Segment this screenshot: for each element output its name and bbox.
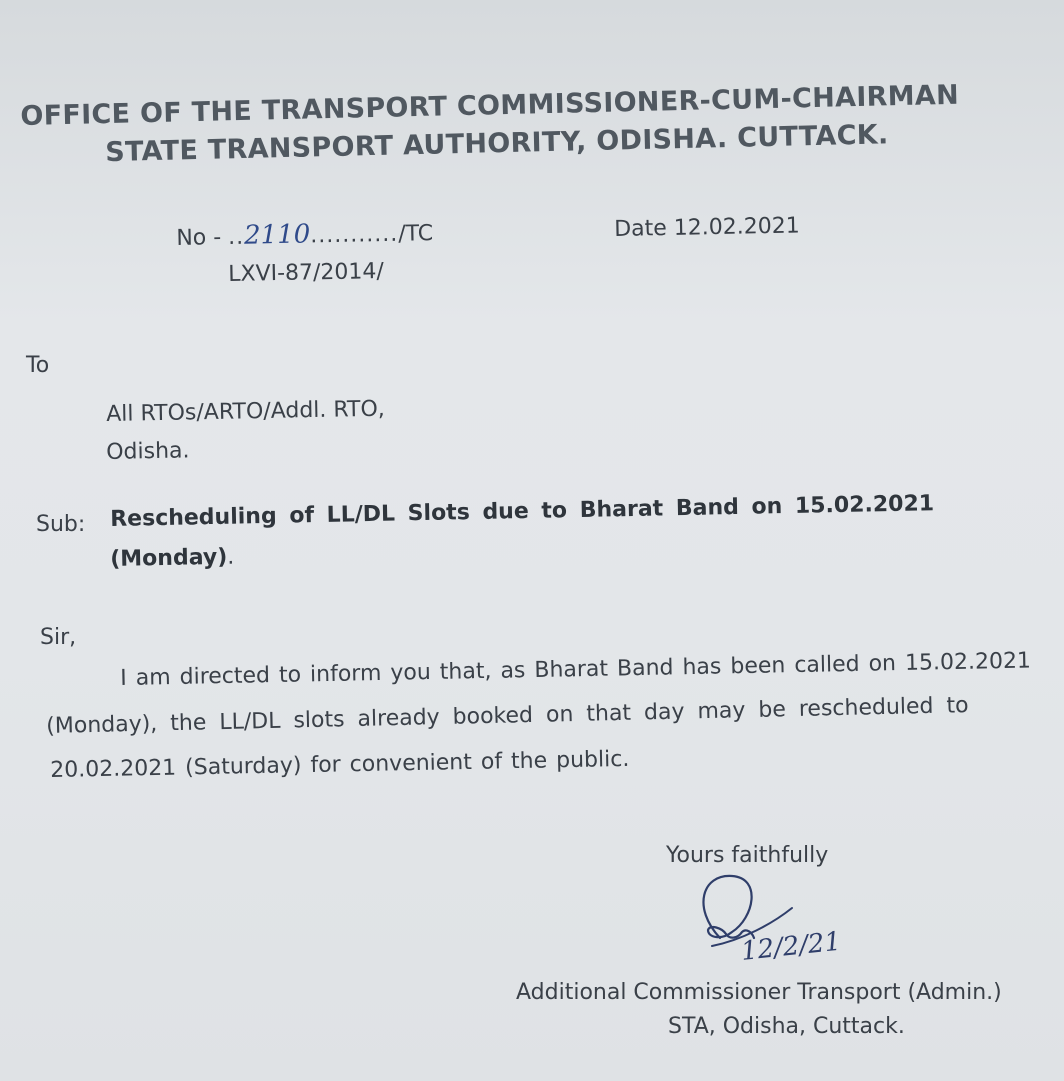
file-number: LXVI-87/2014/	[228, 259, 385, 287]
letterhead	[20, 75, 1031, 174]
addressee-line-2: Odisha.	[106, 438, 190, 465]
subject-period: .	[227, 544, 235, 570]
signatory-office: STA, Odisha, Cuttack.	[668, 1014, 905, 1039]
reference-prefix: No -	[176, 225, 229, 251]
reference-number	[176, 217, 433, 252]
reference-suffix: /TC	[397, 221, 434, 247]
signature-date: 12/2/21	[739, 926, 843, 967]
body-line-3: 20.02.2021 (Saturday) for convenient of the public.	[50, 746, 630, 783]
signatory-title: Additional Commissioner Transport (Admin.)	[516, 980, 1002, 1005]
handwritten-reference-number: 2110	[243, 219, 311, 251]
to-label: To	[26, 353, 50, 378]
reference-dots: ...........	[310, 221, 399, 249]
body-line-1: I am directed to inform you that, as Bharat Band has been called on 15.02.2021	[120, 648, 1032, 691]
subject-day: (Monday)	[110, 544, 228, 572]
letter-date: Date 12.02.2021	[614, 213, 800, 242]
reference-dots: ..	[227, 224, 245, 250]
handwritten-signature	[682, 868, 862, 978]
subject-line-2	[110, 545, 235, 572]
letterhead-line-1: OFFICE OF THE TRANSPORT COMMISSIONER-CUM-CHAIRMAN	[20, 79, 960, 132]
subject-line-1: Rescheduling of LL/DL Slots due to Bharat Band on 15.02.2021	[110, 491, 935, 532]
letterhead-line-2: STATE TRANSPORT AUTHORITY, ODISHA. CUTTACK.	[104, 119, 889, 169]
subject-label: Sub:	[36, 512, 86, 537]
salutation: Sir,	[40, 625, 77, 650]
addressee-line-1: All RTOs/ARTO/Addl. RTO,	[106, 396, 386, 427]
closing: Yours faithfully	[666, 843, 829, 868]
body-line-2: (Monday), the LL/DL slots already booked on that day may be rescheduled to	[46, 693, 969, 739]
